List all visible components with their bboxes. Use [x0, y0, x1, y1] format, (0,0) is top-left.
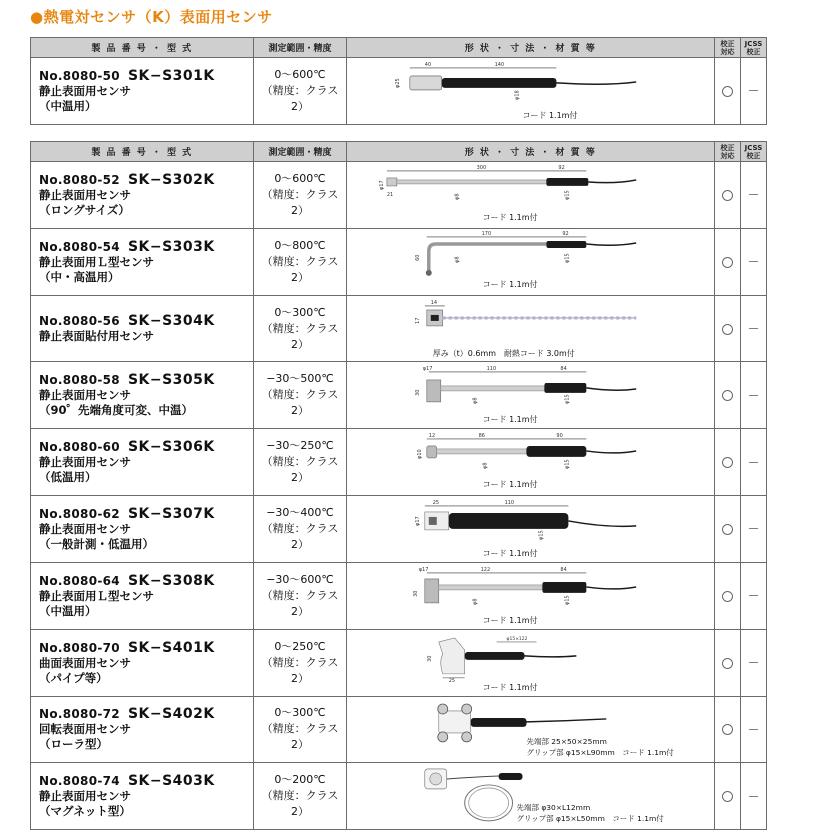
table-row	[31, 763, 767, 830]
svg-text:コード 1.1m付: コード 1.1m付	[482, 615, 538, 625]
calib-cell	[715, 763, 741, 830]
model-code: SK−S307K	[127, 505, 215, 522]
circle-icon	[722, 591, 733, 602]
model-cell	[31, 58, 254, 125]
sensor-diagram-s308k	[347, 563, 714, 629]
range-cell	[254, 496, 347, 563]
range-value: −30～400℃	[266, 505, 334, 519]
header-calib: 校正 対応	[715, 142, 741, 162]
range-value: −30～500℃	[266, 372, 334, 386]
range-cell	[254, 763, 347, 830]
model-code: SK−S304K	[127, 313, 215, 330]
svg-text:コード 1.1m付: コード 1.1m付	[482, 279, 538, 289]
calib-cell	[715, 696, 741, 763]
circle-icon	[722, 457, 733, 468]
product-no: No.8080-50	[39, 68, 120, 83]
range-cell	[254, 295, 347, 362]
product-subdesc: （中温用）	[39, 98, 97, 113]
product-desc: 静止表面用センサ	[39, 187, 131, 202]
svg-text:φ15: φ15	[564, 190, 571, 200]
product-no: No.8080-52	[39, 172, 120, 187]
header-model: 製 品 番 号 ・ 型 式	[31, 38, 254, 58]
svg-text:30: 30	[414, 390, 421, 397]
model-cell	[31, 228, 254, 295]
model-cell	[31, 362, 254, 429]
svg-text:30: 30	[426, 655, 433, 662]
svg-text:60: 60	[414, 254, 421, 261]
product-subdesc: （マグネット型）	[39, 804, 131, 819]
range-cell	[254, 629, 347, 696]
svg-text:コード 1.1m付: コード 1.1m付	[482, 480, 538, 490]
circle-icon	[722, 390, 733, 401]
jcss-cell: －	[741, 162, 767, 229]
product-desc: 静止表面用Ｌ型センサ	[39, 588, 154, 603]
svg-text:厚み（t）0.6mm 耐熱コード 3.0m付: 厚み（t）0.6mm 耐熱コード 3.0m付	[432, 348, 575, 358]
circle-icon	[722, 658, 733, 669]
range-cell	[254, 162, 347, 229]
accuracy-value: （精度：クラス 2）	[261, 588, 339, 618]
accuracy-value: （精度：クラス 2）	[261, 254, 339, 284]
shape-cell	[347, 228, 715, 295]
shape-cell	[347, 763, 715, 830]
product-no: No.8080-54	[39, 239, 120, 254]
svg-text:φ8: φ8	[454, 193, 461, 200]
header-shape: 形 状 ・ 寸 法 ・ 材 質 等	[347, 38, 715, 58]
product-desc: 静止表面用センサ	[39, 789, 131, 804]
product-subdesc: （中温用）	[39, 603, 97, 618]
jcss-cell: －	[741, 295, 767, 362]
sensor-diagram-s403k	[347, 763, 714, 829]
product-desc: 静止表面用センサ	[39, 83, 131, 98]
calib-cell	[715, 562, 741, 629]
svg-text:φ15: φ15	[564, 394, 571, 405]
sensor-diagram-s402k	[347, 697, 714, 763]
accuracy-value: （精度：クラス 2）	[261, 83, 339, 113]
product-no: No.8080-70	[39, 640, 120, 655]
product-subdesc: （パイプ等）	[39, 670, 108, 685]
svg-text:30: 30	[412, 590, 419, 597]
svg-text:110: 110	[504, 500, 515, 507]
shape-cell	[347, 696, 715, 763]
svg-text:φ25: φ25	[394, 78, 401, 88]
svg-text:170: 170	[481, 230, 492, 237]
circle-icon	[722, 190, 733, 201]
jcss-cell: －	[741, 763, 767, 830]
product-no: No.8080-56	[39, 314, 120, 329]
accuracy-value: （精度：クラス 2）	[261, 187, 339, 217]
calib-cell	[715, 362, 741, 429]
jcss-cell: －	[741, 496, 767, 563]
sensor-diagram-s303k	[347, 229, 714, 295]
product-no: No.8080-74	[39, 774, 120, 789]
svg-text:φ15: φ15	[564, 595, 571, 605]
table-row	[31, 429, 767, 496]
shape-cell	[347, 562, 715, 629]
circle-icon	[722, 724, 733, 735]
accuracy-value: （精度：クラス 2）	[261, 789, 339, 819]
range-value: 0～300℃	[274, 706, 326, 720]
table-row	[31, 162, 767, 229]
model-code: SK−S305K	[127, 372, 215, 389]
accuracy-value: （精度：クラス 2）	[261, 655, 339, 685]
svg-text:グリップ部 φ15×L50mm コード 1.1m付: グリップ部 φ15×L50mm コード 1.1m付	[516, 814, 664, 824]
calib-cell	[715, 162, 741, 229]
svg-text:コード 1.1m付: コード 1.1m付	[522, 110, 578, 120]
product-desc: 回転表面用センサ	[39, 722, 131, 737]
svg-text:86: 86	[478, 433, 485, 440]
jcss-cell: －	[741, 362, 767, 429]
svg-text:25: 25	[448, 677, 456, 684]
product-desc: 静止表面用センサ	[39, 388, 131, 403]
model-code: SK−S301K	[127, 67, 215, 84]
header-range: 測定範囲・精度	[254, 142, 347, 162]
model-code: SK−S302K	[127, 171, 215, 188]
table-row	[31, 362, 767, 429]
model-code: SK−S401K	[127, 639, 215, 656]
svg-text:110: 110	[486, 366, 497, 373]
shape-cell	[347, 629, 715, 696]
table-row	[31, 58, 767, 125]
range-value: 0～600℃	[274, 67, 326, 81]
svg-text:φ18: φ18	[514, 90, 521, 100]
accuracy-value: （精度：クラス 2）	[261, 321, 339, 351]
model-cell	[31, 763, 254, 830]
model-code: SK−S402K	[127, 706, 215, 723]
model-code: SK−S308K	[127, 572, 215, 589]
sensor-diagram-s306k	[347, 429, 714, 495]
range-value: 0～600℃	[274, 171, 326, 185]
svg-text:84: 84	[560, 566, 567, 573]
range-value: −30～250℃	[266, 439, 334, 453]
table-header-row	[31, 38, 767, 58]
svg-text:先端部 25×50×25mm: 先端部 25×50×25mm	[526, 736, 607, 746]
table-row	[31, 629, 767, 696]
table-row	[31, 562, 767, 629]
header-model: 製 品 番 号 ・ 型 式	[31, 142, 254, 162]
header-calib: 校正 対応	[715, 38, 741, 58]
product-desc: 静止表面用Ｌ型センサ	[39, 254, 154, 269]
range-cell	[254, 362, 347, 429]
calib-cell	[715, 629, 741, 696]
svg-text:グリップ部 φ15×L90mm コード 1.1m付: グリップ部 φ15×L90mm コード 1.1m付	[526, 747, 674, 757]
product-subdesc: （一般計測・低温用）	[39, 536, 154, 551]
shape-cell	[347, 429, 715, 496]
range-value: 0～300℃	[274, 305, 326, 319]
jcss-cell: －	[741, 429, 767, 496]
product-desc: 曲面表面用センサ	[39, 655, 131, 670]
circle-icon	[722, 324, 733, 335]
shape-cell	[347, 162, 715, 229]
svg-text:12: 12	[428, 433, 436, 440]
svg-text:84: 84	[560, 366, 567, 373]
circle-icon	[722, 257, 733, 268]
sensor-diagram-s305k	[347, 362, 714, 428]
table-row	[31, 228, 767, 295]
sensor-diagram-s304k	[347, 296, 714, 362]
product-subdesc: （ロングサイズ）	[39, 202, 130, 217]
svg-text:φ15: φ15	[564, 253, 571, 263]
product-no: No.8080-62	[39, 506, 120, 521]
model-cell	[31, 696, 254, 763]
svg-text:90: 90	[556, 433, 563, 440]
jcss-cell: －	[741, 228, 767, 295]
model-code: SK−S303K	[127, 238, 215, 255]
table-row	[31, 295, 767, 362]
product-subdesc: （低温用）	[39, 470, 97, 485]
svg-text:φ17: φ17	[422, 366, 433, 373]
model-cell	[31, 162, 254, 229]
jcss-cell: －	[741, 562, 767, 629]
range-cell	[254, 58, 347, 125]
svg-text:コード 1.1m付: コード 1.1m付	[482, 682, 538, 692]
svg-text:122: 122	[480, 566, 491, 573]
header-jcss: JCSS 校正	[741, 38, 767, 58]
product-no: No.8080-64	[39, 573, 120, 588]
accuracy-value: （精度：クラス 2）	[261, 722, 339, 752]
svg-text:φ15×122: φ15×122	[506, 636, 528, 642]
accuracy-value: （精度：クラス 2）	[261, 388, 339, 418]
model-cell	[31, 629, 254, 696]
range-cell	[254, 228, 347, 295]
svg-text:先端部 φ30×L12mm: 先端部 φ30×L12mm	[516, 803, 591, 813]
jcss-cell: －	[741, 696, 767, 763]
svg-text:φ17: φ17	[378, 180, 385, 190]
svg-text:φ15: φ15	[564, 459, 571, 470]
svg-text:コード 1.1m付: コード 1.1m付	[482, 415, 538, 425]
product-desc: 静止表面用センサ	[39, 455, 131, 470]
header-range: 測定範囲・精度	[254, 38, 347, 58]
svg-text:14: 14	[430, 299, 438, 306]
jcss-cell: －	[741, 629, 767, 696]
circle-icon	[722, 86, 733, 97]
header-shape: 形 状 ・ 寸 法 ・ 材 質 等	[347, 142, 715, 162]
range-value: 0～200℃	[274, 773, 326, 787]
model-cell	[31, 429, 254, 496]
circle-icon	[722, 791, 733, 802]
shape-cell	[347, 362, 715, 429]
spec-table-2	[30, 141, 767, 830]
range-value: 0～800℃	[274, 238, 326, 252]
svg-text:300: 300	[476, 164, 487, 171]
svg-text:17: 17	[414, 317, 421, 324]
svg-text:コード 1.1m付: コード 1.1m付	[482, 548, 538, 558]
product-subdesc: （90゜先端角度可変、中温）	[39, 403, 194, 418]
spec-table-1	[30, 37, 767, 125]
svg-text:φ15: φ15	[538, 530, 545, 540]
svg-text:φ17: φ17	[418, 566, 429, 573]
product-no: No.8080-72	[39, 707, 120, 722]
svg-text:φ10: φ10	[416, 449, 423, 460]
sensor-diagram-s301k	[347, 58, 714, 124]
accuracy-value: （精度：クラス 2）	[261, 521, 339, 551]
calib-cell	[715, 496, 741, 563]
sensor-diagram-s302k	[347, 162, 714, 228]
table-row	[31, 496, 767, 563]
page-title: ●熱電対センサ（K）表面用センサ	[30, 8, 273, 26]
range-cell	[254, 696, 347, 763]
product-desc: 静止表面貼付用センサ	[39, 329, 154, 344]
svg-text:φ17: φ17	[414, 516, 421, 526]
svg-text:φ8: φ8	[454, 256, 461, 263]
shape-cell	[347, 58, 715, 125]
sensor-diagram-s307k	[347, 496, 714, 562]
model-cell	[31, 295, 254, 362]
range-cell	[254, 562, 347, 629]
product-subdesc: （中・高温用）	[39, 269, 120, 284]
range-cell	[254, 429, 347, 496]
product-desc: 静止表面用センサ	[39, 521, 131, 536]
calib-cell	[715, 295, 741, 362]
shape-cell	[347, 496, 715, 563]
svg-text:φ8: φ8	[482, 462, 489, 470]
svg-text:φ8: φ8	[472, 397, 479, 405]
svg-text:40: 40	[424, 61, 432, 68]
svg-text:92: 92	[558, 164, 565, 171]
svg-text:21: 21	[386, 191, 394, 198]
model-cell	[31, 496, 254, 563]
header-jcss: JCSS 校正	[741, 142, 767, 162]
calib-cell	[715, 58, 741, 125]
product-no: No.8080-58	[39, 373, 120, 388]
circle-icon	[722, 524, 733, 535]
model-code: SK−S306K	[127, 439, 215, 456]
calib-cell	[715, 429, 741, 496]
range-value: −30～600℃	[266, 572, 334, 586]
svg-text:25: 25	[432, 500, 440, 507]
product-no: No.8080-60	[39, 440, 120, 455]
product-subdesc: （ローラ型）	[39, 737, 108, 752]
calib-cell	[715, 228, 741, 295]
svg-text:コード 1.1m付: コード 1.1m付	[482, 212, 538, 222]
svg-text:140: 140	[494, 61, 505, 68]
table-row	[31, 696, 767, 763]
range-value: 0～250℃	[274, 639, 326, 653]
sensor-diagram-s401k	[347, 630, 714, 696]
shape-cell	[347, 295, 715, 362]
model-code: SK−S403K	[127, 773, 215, 790]
accuracy-value: （精度：クラス 2）	[261, 455, 339, 485]
svg-text:92: 92	[562, 230, 569, 237]
table-header-row	[31, 142, 767, 162]
svg-text:φ8: φ8	[472, 598, 479, 605]
model-cell	[31, 562, 254, 629]
jcss-cell: －	[741, 58, 767, 125]
